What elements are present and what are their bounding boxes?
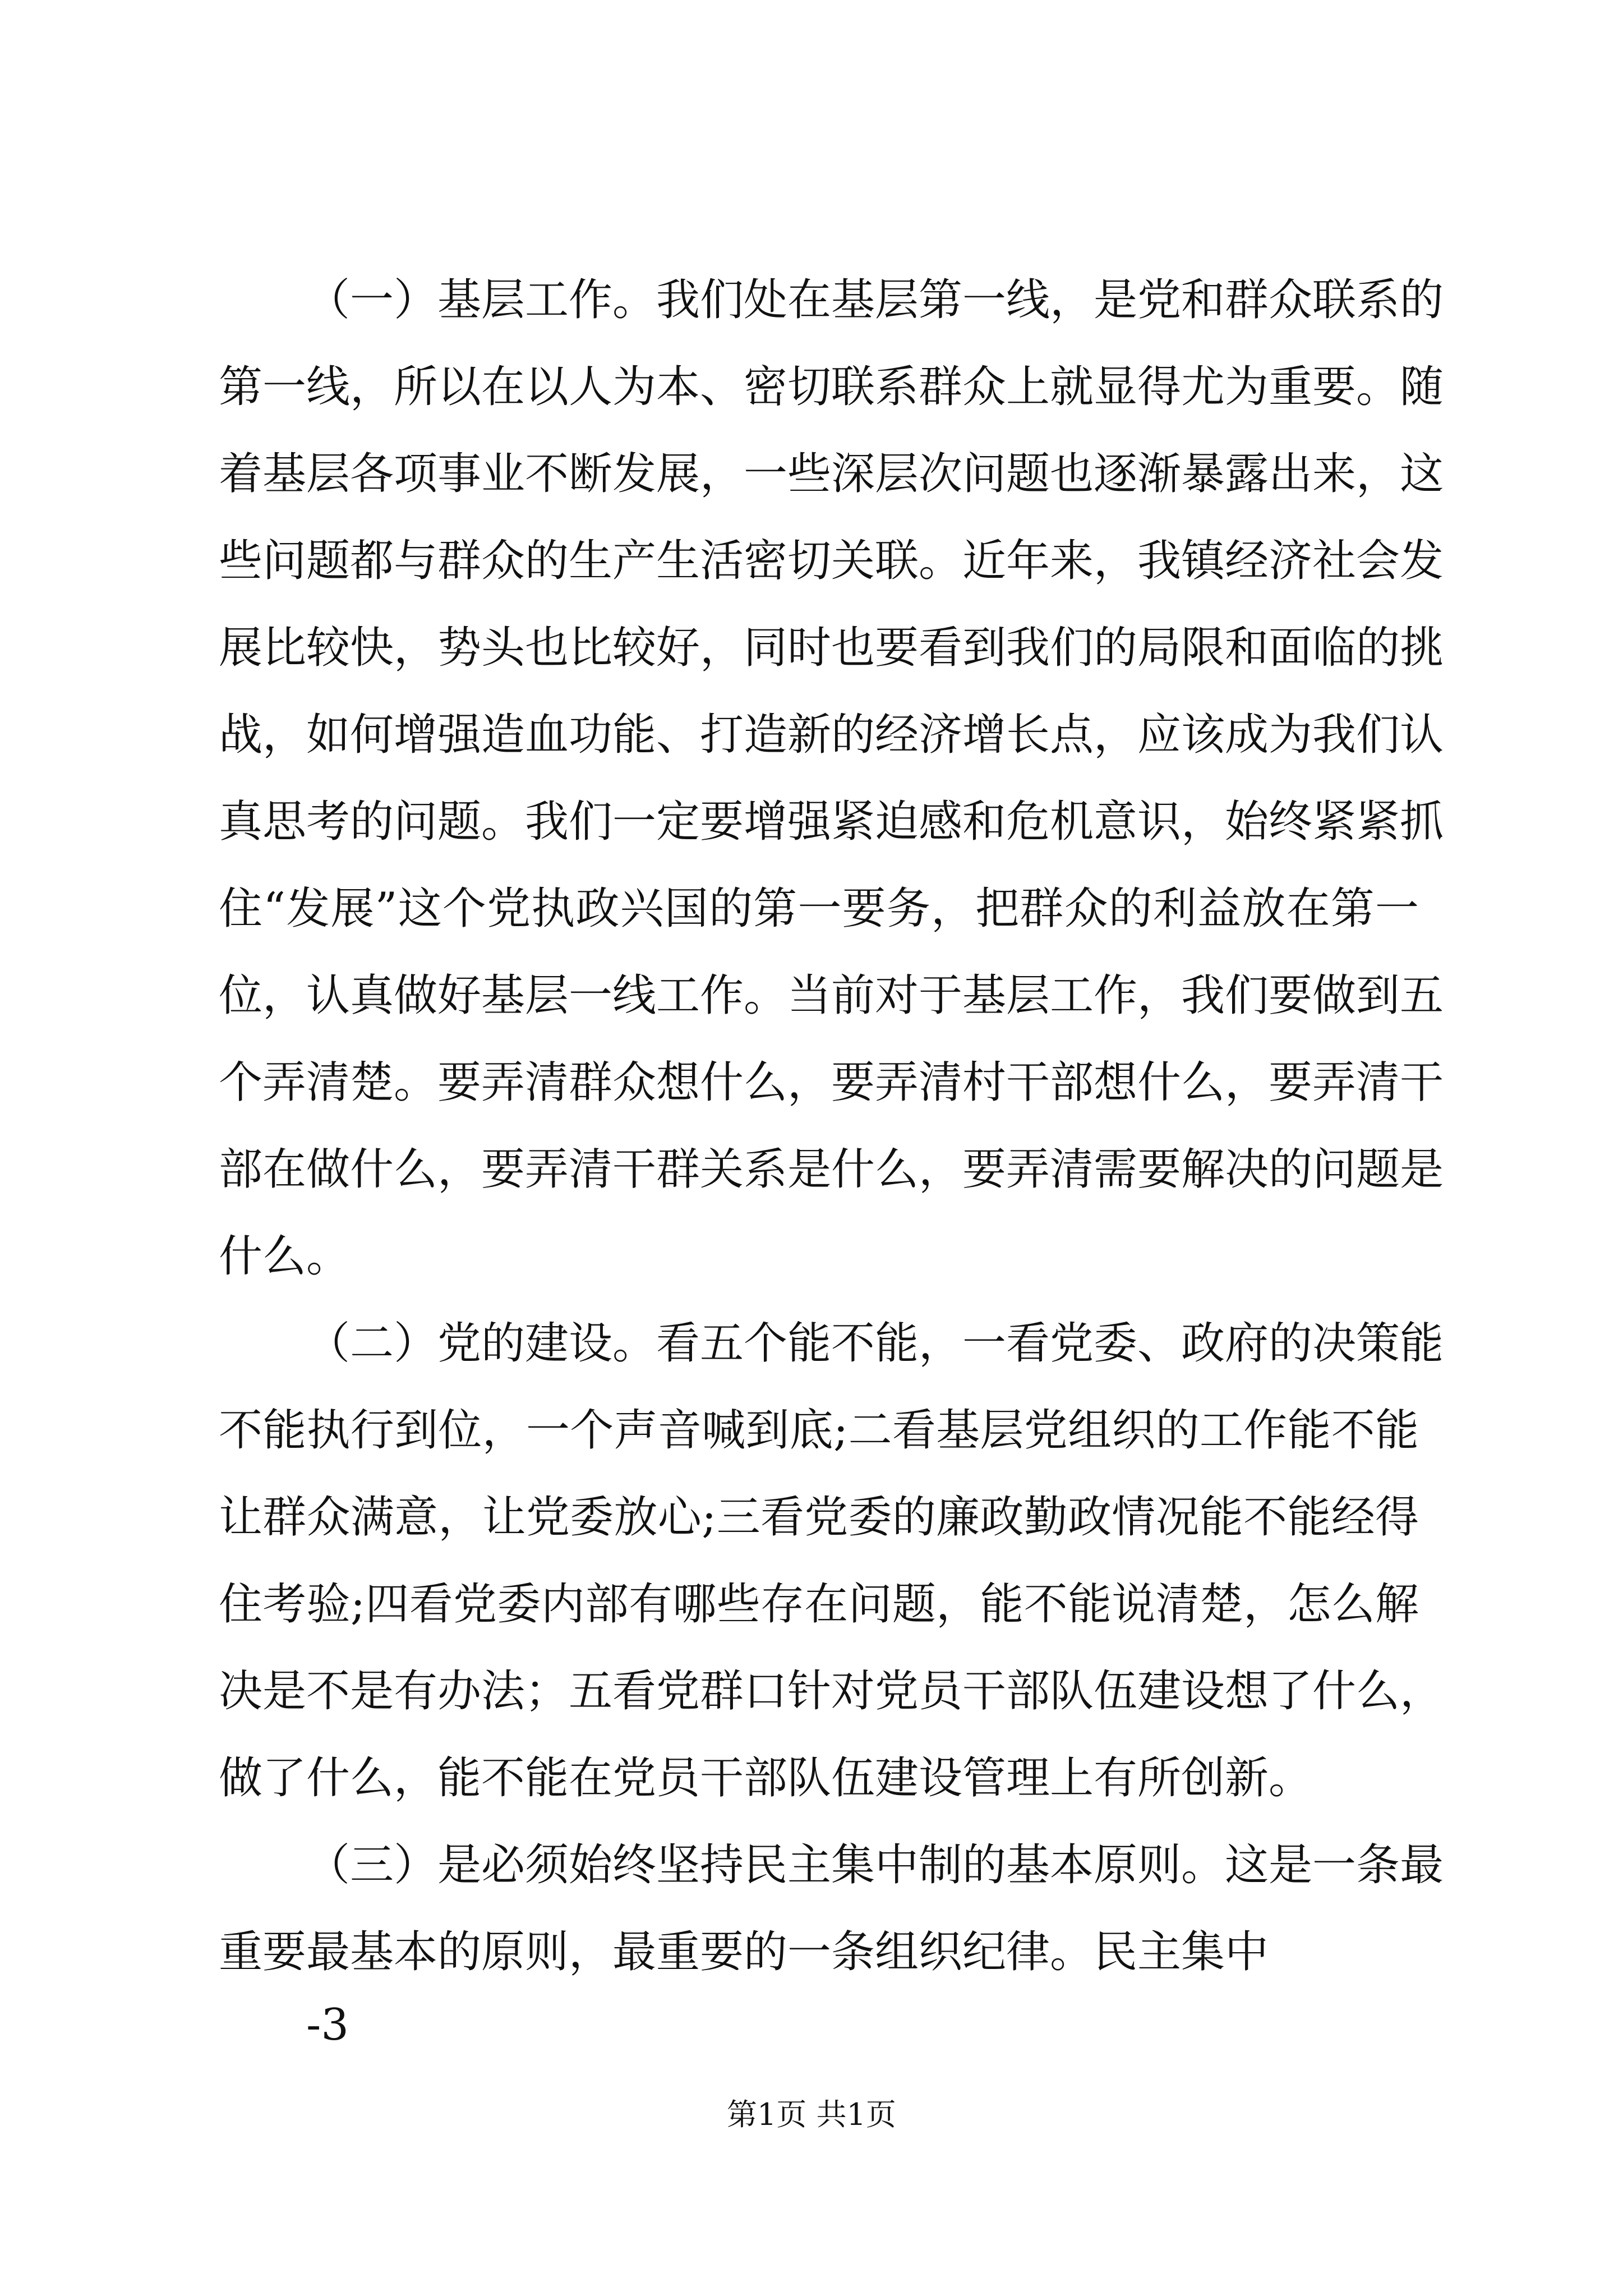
text-line: 部在做什么，要弄清干群关系是什么，要弄清需要解决的问题是 (219, 1144, 1444, 1195)
text-line: 战，如何增强造血功能、打造新的经济增长点，应该成为我们认 (219, 710, 1444, 760)
text-line: 什么。 (219, 1231, 351, 1282)
text-line: 让群众满意，让党委放心;三看党委的廉政勤政情况能不能经得 (219, 1492, 1419, 1543)
text-line: 着基层各项事业不断发展，一些深层次问题也逐渐暴露出来，这 (219, 449, 1444, 499)
text-line: （三）是必须始终坚持民主集中制的基本原则。这是一条最 (306, 1840, 1444, 1890)
page-number: -3 (306, 2000, 349, 2050)
text-line: 位，认真做好基层一线工作。当前对于基层工作，我们要做到五 (219, 970, 1444, 1021)
text-line: 重要最基本的原则，最重要的一条组织纪律。民主集中 (219, 1927, 1269, 1977)
text-line: 不能执行到位，一个声音喊到底;二看基层党组织的工作能不能 (219, 1405, 1419, 1456)
text-line: 些问题都与群众的生产生活密切关联。近年来，我镇经济社会发 (219, 536, 1444, 586)
text-line: 做了什么，能不能在党员干部队伍建设管理上有所创新。 (219, 1753, 1313, 1803)
text-line: 住“发展”这个党执政兴国的第一要务，把群众的利益放在第一 (219, 884, 1419, 934)
text-line: （一）基层工作。我们处在基层第一线，是党和群众联系的 (306, 275, 1444, 325)
text-line: 决是不是有办法；五看党群口针对党员干部队伍建设想了什么， (219, 1666, 1444, 1717)
text-line: 住考验;四看党委内部有哪些存在问题，能不能说清楚，怎么解 (219, 1579, 1419, 1630)
text-line: 个弄清楚。要弄清群众想什么，要弄清村干部想什么，要弄清干 (219, 1057, 1444, 1108)
text-line: （二）党的建设。看五个能不能，一看党委、政府的决策能 (306, 1318, 1444, 1369)
page-footer: 第1页 共1页 (727, 2097, 896, 2132)
text-line: 展比较快，势头也比较好，同时也要看到我们的局限和面临的挑 (219, 623, 1444, 673)
text-line: 真思考的问题。我们一定要增强紧迫感和危机意识，始终紧紧抓 (219, 797, 1444, 847)
text-line: 第一线，所以在以人为本、密切联系群众上就显得尤为重要。随 (219, 362, 1444, 412)
